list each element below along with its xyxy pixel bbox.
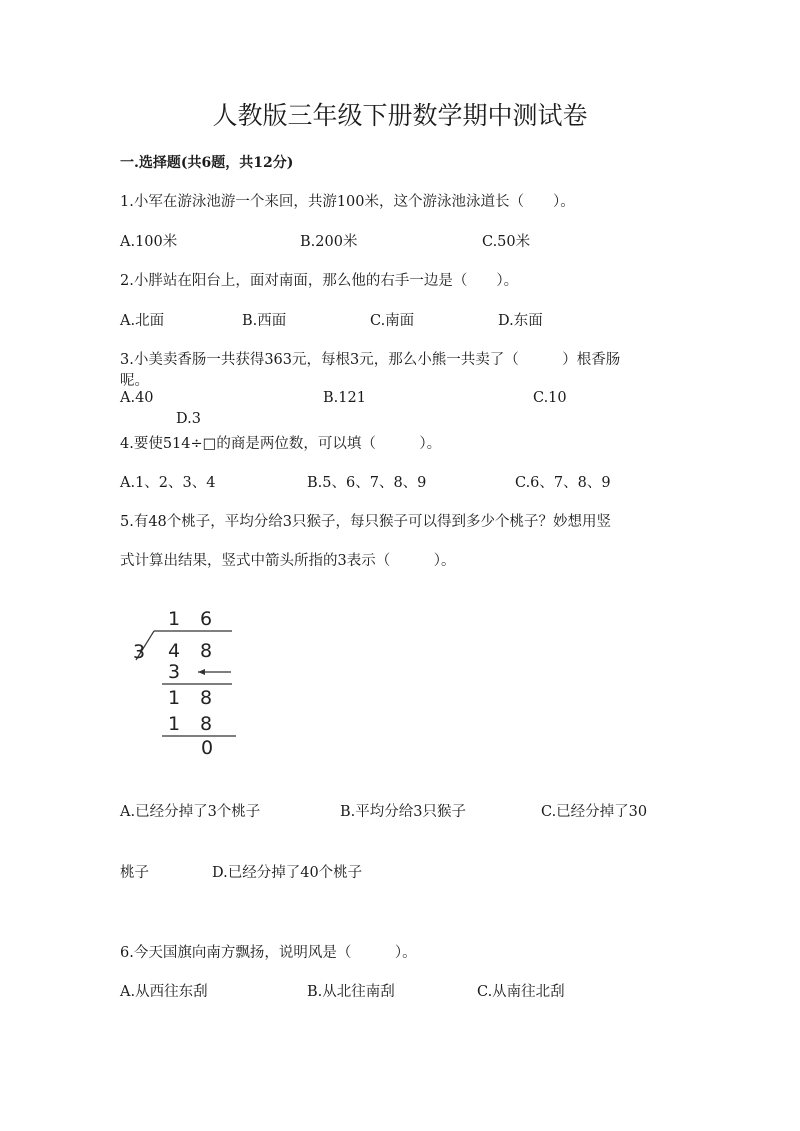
question-1-option-b[interactable]: B.200米 xyxy=(300,234,358,250)
question-5-option-a[interactable]: A.已经分掉了3个桃子 xyxy=(120,804,261,820)
question-3-option-d[interactable]: D.3 xyxy=(176,411,201,427)
question-2-option-b[interactable]: B.西面 xyxy=(242,313,287,329)
question-4-stem: 4.要使514÷□的商是两位数，可以填（ ）。 xyxy=(120,436,442,452)
page-title: 人教版三年级下册数学期中测试卷 xyxy=(212,101,588,130)
question-5-option-c-part1[interactable]: C.已经分掉了30 xyxy=(541,804,648,820)
question-5-option-c-part2[interactable]: 桃子 xyxy=(120,865,149,881)
quotient-digit-2: 6 xyxy=(200,608,213,630)
remainder-digit-1: 1 xyxy=(168,687,181,709)
question-3-option-a[interactable]: A.40 xyxy=(120,390,154,406)
question-3-option-c[interactable]: C.10 xyxy=(533,390,567,406)
question-6-option-b[interactable]: B.从北往南刮 xyxy=(307,984,395,1000)
section-heading: 一.选择题(共6题，共12分) xyxy=(120,155,294,171)
dividend-digit-1: 4 xyxy=(168,640,181,662)
question-1-option-a[interactable]: A.100米 xyxy=(120,234,178,250)
question-2-option-d[interactable]: D.东面 xyxy=(498,313,543,329)
question-1-option-c[interactable]: C.50米 xyxy=(482,234,531,250)
question-6-option-a[interactable]: A.从西往东刮 xyxy=(120,984,208,1000)
subtraction-step-1: 3 xyxy=(168,661,181,683)
question-5-option-d[interactable]: D.已经分掉了40个桃子 xyxy=(212,865,363,881)
quotient-digit-1: 1 xyxy=(168,608,181,630)
question-1-stem: 1.小军在游泳池游一个来回，共游100米，这个游泳池泳道长（ ）。 xyxy=(120,194,575,210)
subtraction-step-2-digit-1: 1 xyxy=(168,713,181,735)
question-5-option-b[interactable]: B.平均分给3只猴子 xyxy=(340,804,466,820)
final-remainder: 0 xyxy=(201,737,214,759)
question-3-stem-line1: 3.小美卖香肠一共获得363元，每根3元，那么小熊一共卖了（ ）根香肠 xyxy=(120,352,621,368)
question-5-stem-line1: 5.有48个桃子，平均分给3只猴子，每只猴子可以得到多少个桃子？妙想用竖 xyxy=(120,514,612,530)
question-3-stem-line2: 呢。 xyxy=(120,373,149,389)
dividend-digit-2: 8 xyxy=(200,640,213,662)
remainder-digit-2: 8 xyxy=(200,687,213,709)
divisor: 3 xyxy=(133,641,146,663)
long-division-figure xyxy=(128,600,248,760)
question-6-stem: 6.今天国旗向南方飘扬，说明风是（ ）。 xyxy=(120,945,417,961)
question-4-option-a[interactable]: A.1、2、3、4 xyxy=(120,475,216,491)
question-3-option-b[interactable]: B.121 xyxy=(323,390,366,406)
question-2-option-a[interactable]: A.北面 xyxy=(120,313,165,329)
question-5-stem-line2: 式计算出结果，竖式中箭头所指的3表示（ ）。 xyxy=(120,553,456,569)
question-4-option-b[interactable]: B.5、6、7、8、9 xyxy=(307,475,427,491)
question-2-option-c[interactable]: C.南面 xyxy=(370,313,415,329)
question-6-option-c[interactable]: C.从南往北刮 xyxy=(477,984,565,1000)
arrow-left-icon xyxy=(198,669,205,675)
question-2-stem: 2.小胖站在阳台上，面对南面，那么他的右手一边是（ ）。 xyxy=(120,273,519,289)
question-4-option-c[interactable]: C.6、7、8、9 xyxy=(515,475,611,491)
subtraction-step-2-digit-2: 8 xyxy=(200,713,213,735)
